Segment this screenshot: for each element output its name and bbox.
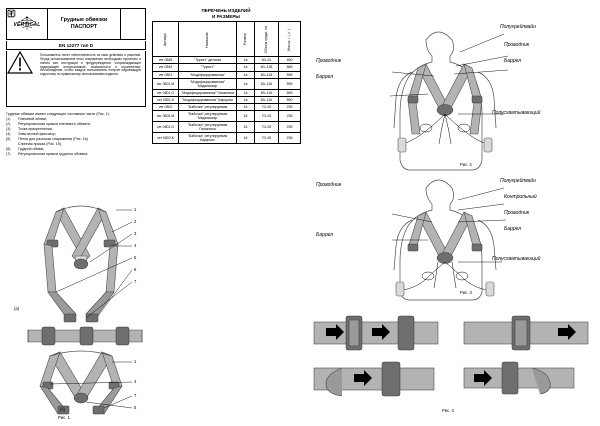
item-text: Плечевой обхват, <box>18 117 48 122</box>
fig2-label-poluskhvat: Полусхватывающий <box>492 110 541 116</box>
item-number: (6) <box>6 147 11 152</box>
cell-mass: 595 <box>279 71 301 78</box>
item-text: Петля для разноски снаряжения (Рис. 1а) <box>18 137 88 142</box>
item-text: Точка прикрепления, <box>18 127 53 132</box>
cell-name: "Модифицированная" Галактика <box>179 89 237 96</box>
callout-6: 6 <box>134 267 137 272</box>
fig2-label-barrel-left: Баррел <box>316 74 334 80</box>
cell-chest: 80–116 <box>255 89 279 96</box>
cell-chest: 60–91 <box>255 57 279 64</box>
cell-name: "Бабочка" регулируемая Галактика <box>179 121 237 132</box>
fig3-label-provodnik: Проводник <box>504 210 530 216</box>
figure-1-drawing <box>20 196 150 426</box>
cell-name: "Турист" <box>179 64 237 71</box>
cell-chest: 70–92 <box>255 103 279 110</box>
header-icons <box>120 9 145 39</box>
fig2-label-provodnik-left: Проводник <box>316 58 342 64</box>
cell-name: "Модифицированная" <box>179 71 237 78</box>
table-row <box>153 89 301 96</box>
table-row <box>153 57 301 64</box>
figure-2-caption: Рис. 2 <box>460 162 472 167</box>
fig2-label-poluгрейпвайн: Полугрейпвайн <box>500 24 536 30</box>
cell-name: "Бабочка" регулируемая Каркросс <box>179 132 237 143</box>
cell-article: ver 0848 <box>153 57 179 64</box>
products-table <box>152 21 301 143</box>
table-row <box>153 71 301 78</box>
callout-5b: 5 <box>134 405 137 410</box>
item-number: (4) <box>6 132 11 137</box>
table-header-row <box>153 22 301 57</box>
cell-mass: 235 <box>279 103 301 110</box>
cell-chest: 70–92 <box>255 121 279 132</box>
callout-1: 1 <box>134 207 137 212</box>
col-chest: Объем груди, см <box>255 22 279 57</box>
cell-name: "Турист" детская <box>179 57 237 64</box>
warning-text: Пользователь несет ответственность за свои действия и решения. Перед использованием этого снаряжения необходимо прочитать и понять все инструкции и предупреждения, сопровождающие надлежащее использование, возможности и ограничения. Несоблюдение, чтобы каждое пользователь получит надлежащую подготовку по правильному использованию изделия. <box>40 53 141 77</box>
list-item <box>6 117 148 121</box>
item-text: Регулировочная пряжка грудного обхвата. <box>18 152 89 157</box>
cell-mass: 565 <box>279 64 301 71</box>
list-item <box>6 152 148 156</box>
item-text: Грудной обхват, <box>18 147 45 152</box>
fig2-label-provodnik: Проводник <box>504 42 530 48</box>
warning-triangle-icon <box>9 53 39 104</box>
fig3-label-barrel-left: Баррел <box>316 232 334 238</box>
list-item <box>6 137 148 141</box>
cell-mass: 235 <box>279 121 301 132</box>
table-row <box>153 64 301 71</box>
cell-size: 1а <box>237 57 255 64</box>
figure-1b-sublabel: (б) <box>60 407 66 412</box>
cell-chest: 80–116 <box>255 78 279 89</box>
cell-article: ver 0801 <box>153 71 179 78</box>
figure-4-caption: Рис. 4 <box>442 408 454 413</box>
col-size: Размер <box>237 22 255 57</box>
cell-article: ver 0802 <box>153 103 179 110</box>
callout-7: 7 <box>134 279 137 284</box>
item-number: (7) <box>6 152 11 157</box>
table-row <box>153 121 301 132</box>
callout-3: 3 <box>134 231 137 236</box>
cell-article: ver 0802.G <box>153 121 179 132</box>
cell-article: ver 0802.К <box>153 132 179 143</box>
description-intro: Грудные обвязки имеют следующие составные части (Рис. 1): <box>6 112 110 116</box>
cell-mass: 595 <box>279 78 301 89</box>
item-text: Эластичный фиксатор, <box>18 132 57 137</box>
list-item <box>6 132 148 136</box>
table-row <box>153 103 301 110</box>
callout-5: 5 <box>134 255 137 260</box>
cell-mass: 235 <box>279 110 301 121</box>
cell-article: ver 0849 <box>153 64 179 71</box>
table-title <box>152 8 300 19</box>
col-name: Название <box>179 22 237 57</box>
table-row <box>153 132 301 143</box>
cell-size: 16 <box>237 132 255 143</box>
fig3-label-barrel: Баррел <box>504 226 522 232</box>
products-table-block <box>152 8 300 144</box>
cell-mass: 590 <box>279 96 301 103</box>
cell-size: 16 <box>237 110 255 121</box>
table-row <box>153 96 301 103</box>
item-number: (3) <box>6 127 11 132</box>
list-item <box>6 147 148 151</box>
list-item <box>6 127 148 131</box>
document-title <box>48 9 120 39</box>
cell-name: "Модифицированная" Каркросс <box>179 96 237 103</box>
cell-size: 1а <box>237 96 255 103</box>
title-line-1: Грудные обвязки <box>60 17 108 24</box>
cell-mass: 235 <box>279 132 301 143</box>
figure-3 <box>308 170 598 300</box>
item-number: (5) <box>6 137 11 142</box>
item-text: Спинная пряжка (Рис. 1б), <box>18 142 63 147</box>
cell-chest: 80–116 <box>255 96 279 103</box>
cell-name: "Бабочка" регулируемая <box>179 103 237 110</box>
callout-2: 2 <box>134 219 137 224</box>
col-mass: Масса, г (± ) <box>279 22 301 57</box>
cell-chest: 70–92 <box>255 110 279 121</box>
table-row <box>153 110 301 121</box>
cell-name: "Модифицированная" Мадагаскар <box>179 78 237 89</box>
figure-2 <box>308 10 598 170</box>
warning-block <box>6 51 146 107</box>
callout-1b: 1 <box>134 359 137 364</box>
fig3-label-kontrolnyj: Контрольный <box>504 194 537 200</box>
cell-chest: 60–128 <box>255 64 279 71</box>
standard-bar: EN 12277 тип D <box>6 41 146 50</box>
figure-1a-sublabel: (а) <box>14 306 20 311</box>
cell-name: "Бабочка" регулируемая Мадагаскар <box>179 110 237 121</box>
fig3-label-poluskhvat: Полусхватывающий <box>492 256 541 262</box>
cell-article: ver 0801.М <box>153 78 179 89</box>
cell-size: 16 <box>237 103 255 110</box>
cell-chest: 80–116 <box>255 71 279 78</box>
cell-mass: 490 <box>279 57 301 64</box>
figure-4-drawing <box>312 308 596 418</box>
cell-size: 1а <box>237 64 255 71</box>
figure-2-drawing <box>308 10 598 170</box>
header-block <box>6 8 146 40</box>
figure-3-caption: Рис. 3 <box>460 290 472 295</box>
fig2-label-barrel: Баррел <box>504 58 522 64</box>
list-item <box>6 142 148 146</box>
fig3-label-polugrejpvajn: Полугрейпвайн <box>500 178 536 184</box>
cell-size: 16 <box>237 121 255 132</box>
figure-1-caption: Рис. 1 <box>58 415 70 420</box>
cell-size: 1а <box>237 78 255 89</box>
col-article: Артикул <box>153 22 179 57</box>
item-number: (1) <box>6 117 11 122</box>
table-title-line-2: И РАЗМЕРЫ <box>212 13 240 19</box>
cell-size: 1а <box>237 71 255 78</box>
callout-4b: 4 <box>134 379 137 384</box>
figure-3-drawing <box>308 170 598 300</box>
cell-article: ver 0802.М <box>153 110 179 121</box>
list-item <box>6 122 148 126</box>
table-row <box>153 78 301 89</box>
fig3-label-provodnik-left: Проводник <box>316 182 342 188</box>
callout-4: 4 <box>134 243 137 248</box>
cell-mass: 595 <box>279 89 301 96</box>
info-icon <box>7 9 15 18</box>
cell-chest: 70–92 <box>255 132 279 143</box>
cell-article: ver 0801.К <box>153 96 179 103</box>
figure-4 <box>312 308 596 418</box>
description-block <box>6 112 148 157</box>
table-title-line-1: ПЕРЕЧЕНЬ ИЗДЕЛИЙ <box>201 8 251 13</box>
title-line-2: ПАСПОРТ <box>70 24 98 30</box>
cell-size: 1а <box>237 89 255 96</box>
callout-7b: 7 <box>134 393 137 398</box>
figure-1 <box>20 196 150 426</box>
item-number <box>6 142 18 146</box>
item-number: (2) <box>6 122 11 127</box>
brand-name: VERTICAL <box>13 21 41 28</box>
cell-article: ver 0801.G <box>153 89 179 96</box>
item-text: Регулировочная пряжка плечевого обхвата, <box>18 122 91 127</box>
